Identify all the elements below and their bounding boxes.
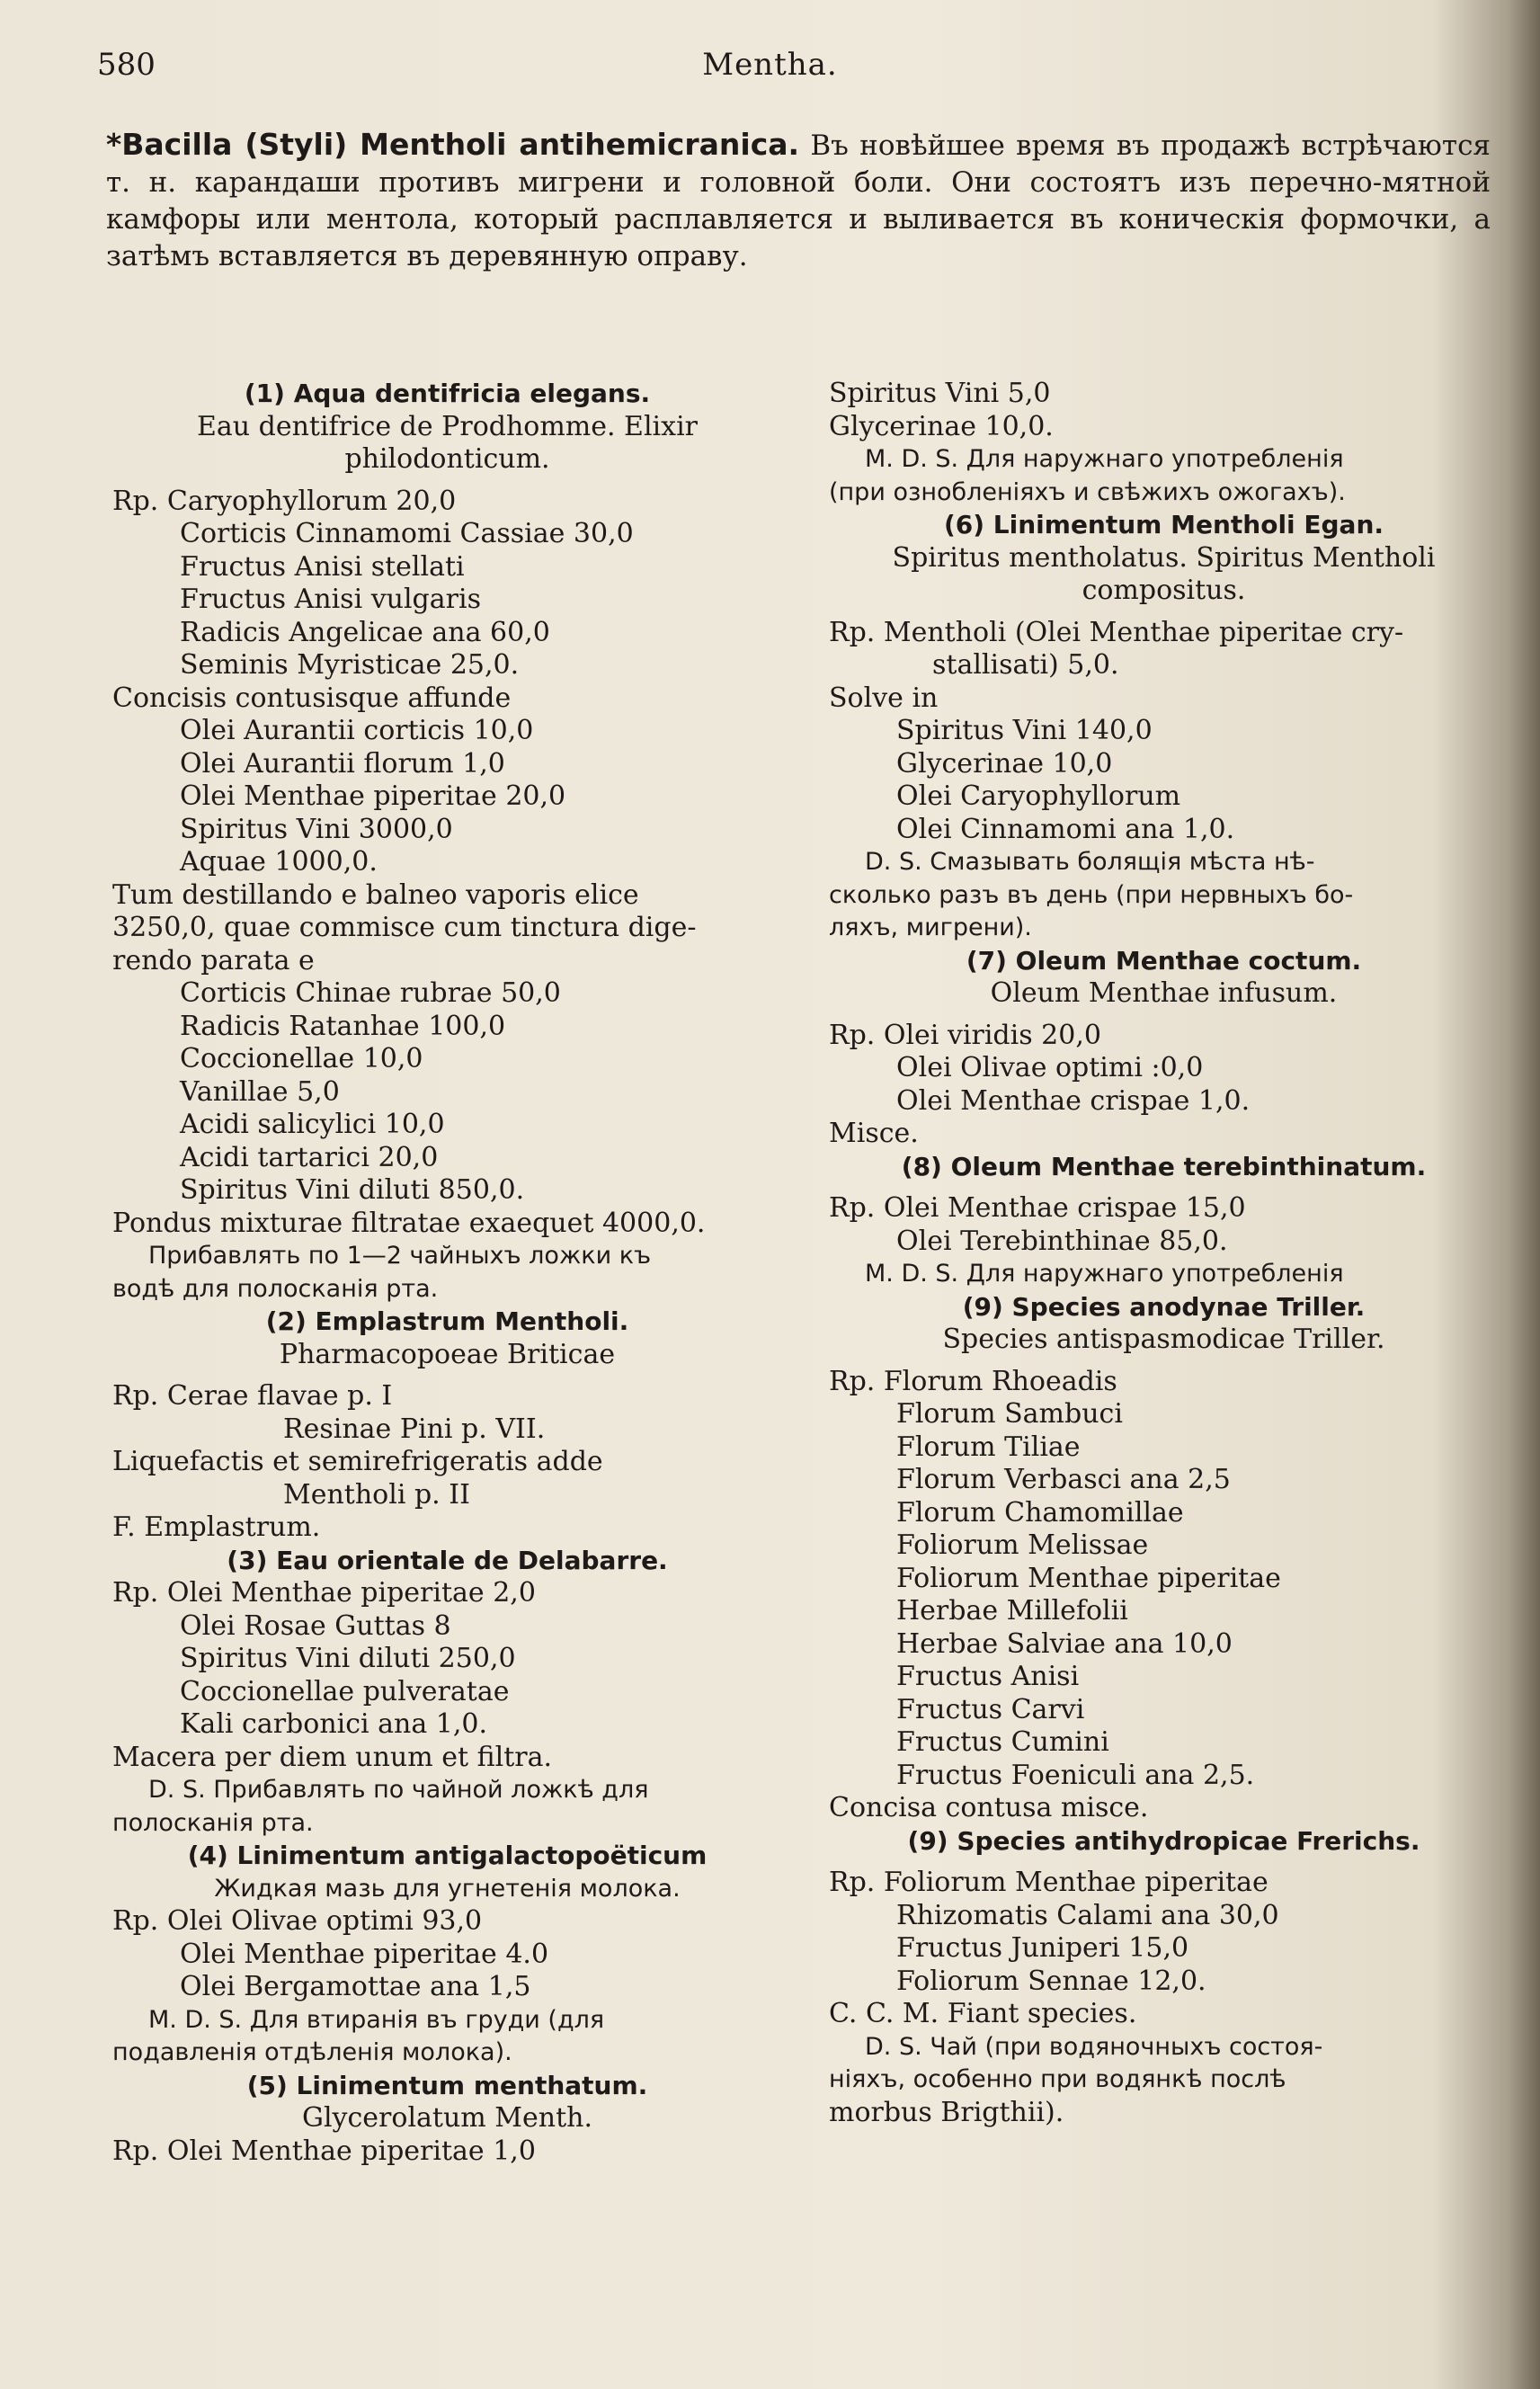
section-heading: (3) Eau orientale de Delabarre. (227, 1545, 668, 1575)
text-line: полосканія рта. (112, 1808, 314, 1837)
text-line: Glycerinae 10,0. (829, 410, 1054, 442)
text-line: Glycerinae 10,0 (896, 747, 1113, 780)
text-line: Species antispasmodicae Triller. (942, 1324, 1385, 1355)
text-line: Pondus mixturae filtratae exaequet 4000,0. (112, 1207, 706, 1239)
text-line: Radicis Angelicae ana 60,0 (180, 616, 550, 648)
text-line: Прибавлять по 1—2 чайныхъ ложки къ (148, 1242, 652, 1270)
text-line: Spiritus Vini 140,0 (896, 715, 1153, 746)
left-column (112, 378, 782, 2168)
text-line: rendo parata e (112, 944, 315, 976)
text-line: Olei Aurantii florum 1,0 (180, 747, 505, 780)
text-line: Rp. Olei Olivae optimi 93,0 (112, 1905, 483, 1937)
section-heading: (4) Linimentum antigalactopoëticum (187, 1841, 708, 1870)
text-line: Rp. Mentholi (Olei Menthae piperitae cry- (829, 616, 1404, 648)
text-line: Radicis Ratanhae 100,0 (180, 1010, 506, 1042)
intro-paragraph (106, 126, 1491, 275)
text-line: Fructus Cumini (896, 1726, 1109, 1758)
section-heading: (9) Species anodynae Triller. (962, 1291, 1366, 1322)
text-line: Liquefactis et semirefrigeratis adde (112, 1446, 603, 1477)
text-line: Foliorum Sennae 12,0. (896, 1965, 1206, 1997)
text-line: подавленія отдѣленія молока). (112, 2038, 512, 2066)
text-line: Spiritus mentholatus. Spiritus Mentholi (892, 541, 1436, 574)
text-line: C. C. M. Fiant species. (829, 1998, 1137, 2029)
intro-text: Въ новѣйшее время въ продажѣ встрѣчаются т. н. карандаши противъ мигрени и головной боли. Они состоятъ изъ перечно-мятной камфоры или ментола, который расплавляется и выливается въ коническія формочки, а затѣмъ вставляется въ деревянную оправу. (106, 129, 1491, 272)
section-heading: (1) Aqua dentifricia elegans. (244, 379, 651, 408)
spacer (112, 477, 782, 486)
text-line: M. D. S. Для втиранія въ груди (для (148, 2005, 605, 2034)
text-line: Olei Terebinthinae 85,0. (896, 1225, 1228, 1257)
text-line: Herbae Millefolii (896, 1595, 1128, 1627)
text-line: Solve in (829, 682, 939, 714)
text-line: stallisati) 5,0. (932, 649, 1119, 681)
section-heading: (6) Linimentum Mentholi Egan. (943, 510, 1384, 539)
text-line: Жидкая мазь для угнетенія молока. (214, 1874, 681, 1903)
text-line: Rp. Caryophyllorum 20,0 (112, 485, 457, 517)
text-line: Misce. (829, 1118, 919, 1149)
text-line: Florum Chamomillae (896, 1496, 1184, 1529)
text-line: Oleum Menthae infusum. (990, 977, 1338, 1009)
section-heading: (2) Emplastrum Mentholi. (265, 1306, 629, 1336)
text-line: ніяхъ, особенно при водянкѣ послѣ (829, 2065, 1286, 2093)
text-line: compositus. (1082, 575, 1246, 606)
text-line: Resinae Pini p. VII. (283, 1413, 546, 1445)
text-line: Aquae 1000,0. (180, 846, 378, 878)
page-number: 580 (97, 47, 156, 83)
text-line: (при ознобленіяхъ и свѣжихъ ожогахъ). (829, 477, 1346, 506)
text-line: Coccionellae pulveratae (180, 1675, 510, 1707)
intro-lead: *Bacilla (Styli) Mentholi antihemicranica. (106, 127, 800, 162)
section-heading: (8) Oleum Menthae terebinthinatum. (901, 1151, 1427, 1181)
text-line: Florum Tiliae (896, 1431, 1081, 1463)
page-header (0, 47, 1540, 92)
text-line: Foliorum Melissae (896, 1529, 1149, 1561)
text-line: Spiritus Vini 3000,0 (180, 813, 453, 845)
text-line: Pharmacopoeae Briticae (279, 1338, 616, 1370)
section-heading: (5) Linimentum menthatum. (246, 2070, 648, 2100)
text-line: Acidi salicylici 10,0 (180, 1109, 445, 1140)
text-line: Vanillae 5,0 (180, 1075, 340, 1108)
spacer (829, 1357, 1499, 1366)
text-line: Rp. Olei Menthae piperitae 2,0 (112, 1577, 536, 1609)
spacer (829, 1858, 1499, 1867)
text-line: Glycerolatum Menth. (301, 2102, 592, 2134)
text-line: Fructus Anisi stellati (180, 550, 465, 583)
text-line: Rp. Olei viridis 20,0 (829, 1019, 1101, 1051)
text-line: ляхъ, мигрени). (829, 914, 1032, 941)
running-title: Mentha. (702, 47, 838, 83)
text-line: Olei Caryophyllorum (896, 780, 1181, 812)
text-line: Olei Menthae piperitae 20,0 (180, 780, 566, 812)
text-line: Rp. Cerae flavae p. I (112, 1380, 393, 1412)
text-line: M. D. S. Для наружнаго употребленія (865, 445, 1344, 473)
text-line: Fructus Anisi (896, 1661, 1080, 1692)
text-line: Rp. Florum Rhoeadis (829, 1365, 1117, 1397)
text-line: D. S. Смазывать болящія мѣста нѣ- (865, 848, 1315, 876)
spacer (829, 608, 1499, 617)
text-line: M. D. S. Для наружнаго употребленія (865, 1260, 1344, 1288)
text-line: Rhizomatis Calami ana 30,0 (896, 1899, 1279, 1931)
text-line: philodonticum. (344, 443, 550, 475)
text-line: Corticis Cinnamomi Cassiae 30,0 (180, 518, 634, 549)
text-line: Olei Olivae optimi :0,0 (896, 1052, 1204, 1083)
text-line: Concisis contusisque affunde (112, 682, 512, 714)
text-line: Tum destillando e balneo vaporis elice (112, 878, 639, 911)
text-line: 3250,0, quae commisce cum tinctura dige- (112, 912, 697, 943)
text-line: Coccionellae 10,0 (180, 1043, 423, 1074)
text-line: Rp. Olei Menthae piperitae 1,0 (112, 2135, 536, 2167)
text-line: D. S. Прибавлять по чайной ложкѣ для (148, 1776, 649, 1804)
text-line: Fructus Anisi vulgaris (180, 584, 481, 615)
text-line: Florum Sambuci (896, 1398, 1123, 1430)
text-line: Olei Menthae crispae 1,0. (896, 1084, 1251, 1117)
text-line: Fructus Juniperi 15,0 (896, 1932, 1189, 1964)
spacer (829, 1183, 1499, 1192)
text-line: F. Emplastrum. (112, 1511, 321, 1543)
text-line: Olei Rosae Guttas 8 (180, 1609, 451, 1642)
text-line: Mentholi p. II (283, 1478, 470, 1511)
text-line: Macera per diem unum et filtra. (112, 1741, 553, 1773)
text-line: Olei Cinnamomi ana 1,0. (896, 813, 1235, 845)
text-line: Fructus Carvi (896, 1693, 1085, 1725)
text-line: Olei Aurantii corticis 10,0 (180, 715, 534, 746)
text-line: Olei Menthae piperitae 4.0 (180, 1938, 549, 1970)
spacer (112, 1371, 782, 1380)
text-line: Olei Bergamottae ana 1,5 (180, 1971, 531, 2002)
text-line: Rp. Olei Menthae crispae 15,0 (829, 1192, 1246, 1224)
text-line: Eau dentifrice de Prodhomme. Elixir (196, 410, 699, 442)
text-line: Acidi tartarici 20,0 (180, 1141, 439, 1173)
section-heading: (7) Oleum Menthae coctum. (966, 945, 1362, 976)
text-line: D. S. Чай (при водяночныхъ состоя- (865, 2032, 1323, 2061)
text-line: Kali carbonici ana 1,0. (180, 1708, 488, 1740)
text-line: Florum Verbasci ana 2,5 (896, 1464, 1231, 1495)
text-line: Spiritus Vini diluti 850,0. (180, 1174, 525, 1206)
text-line: Herbae Salviae ana 10,0 (896, 1627, 1233, 1660)
text-line: Concisa contusa misce. (829, 1792, 1149, 1823)
text-line: morbus Brigthii). (829, 2096, 1064, 2128)
text-line: сколько разъ въ день (при нервныхъ бо- (829, 880, 1354, 909)
text-line: Rp. Foliorum Menthae piperitae (829, 1867, 1268, 1898)
spacer (829, 1011, 1499, 1020)
text-line: Fructus Foeniculi ana 2,5. (896, 1759, 1255, 1791)
text-line: Seminis Myristicae 25,0. (180, 649, 520, 681)
right-column (829, 378, 1499, 2129)
text-line: Corticis Chinae rubrae 50,0 (180, 977, 561, 1009)
section-heading: (9) Species antihydropicae Frerichs. (907, 1825, 1420, 1856)
text-line: Foliorum Menthae piperitae (896, 1562, 1281, 1594)
text-line: Spiritus Vini diluti 250,0 (180, 1643, 516, 1674)
text-line: Spiritus Vini 5,0 (829, 378, 1051, 409)
text-line: водѣ для полосканія рта. (112, 1274, 439, 1303)
